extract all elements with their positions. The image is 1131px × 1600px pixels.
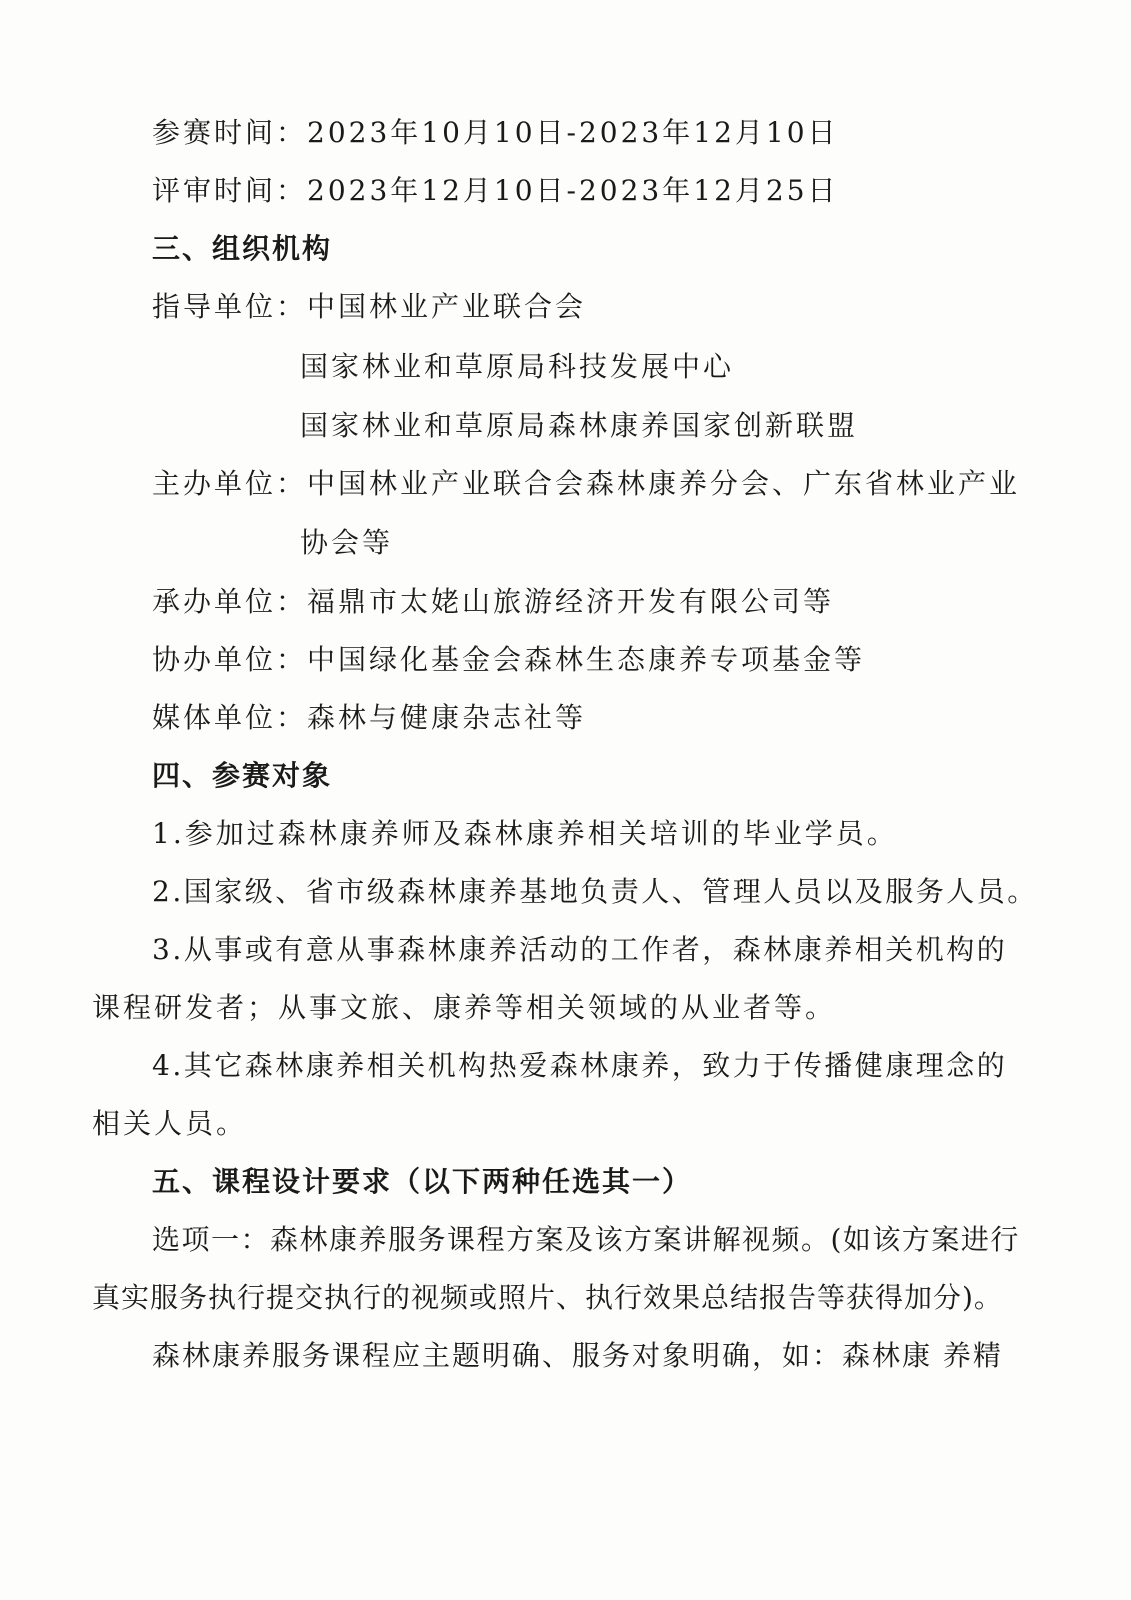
participant-item-2: 2.国家级、省市级森林康养基地负责人、管理人员以及服务人员。 — [152, 875, 1038, 908]
organizer-unit-label: 承办单位： — [152, 585, 308, 618]
participant-item-4-line-2: 相关人员。 — [92, 1107, 248, 1140]
participant-item-1: 1.参加过森林康养师及森林康养相关培训的毕业学员。 — [152, 817, 898, 850]
section-4-heading: 四、参赛对象 — [152, 759, 333, 792]
entry-time-value: 2023年10月10日-2023年12月10日 — [307, 116, 839, 149]
guidance-unit-2: 国家林业和草原局科技发展中心 — [300, 350, 735, 383]
host-unit-label: 主办单位： — [152, 467, 308, 500]
section-3-heading: 三、组织机构 — [152, 232, 333, 265]
section-5-heading: 五、课程设计要求（以下两种任选其一） — [152, 1165, 693, 1198]
participant-item-3-line-2: 课程研发者；从事文旅、康养等相关领域的从业者等。 — [92, 991, 837, 1024]
guidance-unit-label: 指导单位： — [152, 290, 308, 323]
media-unit-label: 媒体单位： — [152, 701, 308, 734]
guidance-unit-1: 中国林业产业联合会 — [307, 290, 587, 323]
host-unit-value-1: 中国林业产业联合会森林康养分会、广东省林业产业 — [307, 467, 1021, 500]
course-requirement-line-1: 森林康养服务课程应主题明确、服务对象明确，如：森林康 养精 — [152, 1339, 1003, 1372]
participant-item-3-line-1: 3.从事或有意从事森林康养活动的工作者，森林康养相关机构的 — [152, 933, 1008, 966]
host-unit-value-2: 协会等 — [300, 526, 394, 559]
co-organizer-unit-label: 协办单位： — [152, 643, 308, 676]
co-organizer-unit-value: 中国绿化基金会森林生态康养专项基金等 — [307, 643, 866, 676]
organizer-unit-line — [152, 584, 834, 620]
review-time-label: 评审时间： — [152, 174, 308, 207]
entry-time-line — [152, 115, 839, 151]
review-time-value: 2023年12月10日-2023年12月25日 — [307, 174, 839, 207]
option-1-line-1: 选项一：森林康养服务课程方案及该方案讲解视频。(如该方案进行 — [152, 1223, 1020, 1256]
organizer-unit-value: 福鼎市太姥山旅游经济开发有限公司等 — [307, 585, 835, 618]
co-organizer-unit-line — [152, 642, 865, 678]
host-unit-line — [152, 466, 1020, 502]
review-time-line — [152, 173, 839, 209]
option-1-line-2: 真实服务执行提交执行的视频或照片、执行效果总结报告等获得加分)。 — [92, 1281, 1003, 1314]
participant-item-4-line-1: 4.其它森林康养相关机构热爱森林康养，致力于传播健康理念的 — [152, 1049, 1008, 1082]
media-unit-value: 森林与健康杂志社等 — [307, 701, 587, 734]
entry-time-label: 参赛时间： — [152, 116, 308, 149]
guidance-unit-3: 国家林业和草原局森林康养国家创新联盟 — [300, 409, 859, 442]
media-unit-line — [152, 700, 586, 736]
guidance-unit-line — [152, 289, 586, 325]
